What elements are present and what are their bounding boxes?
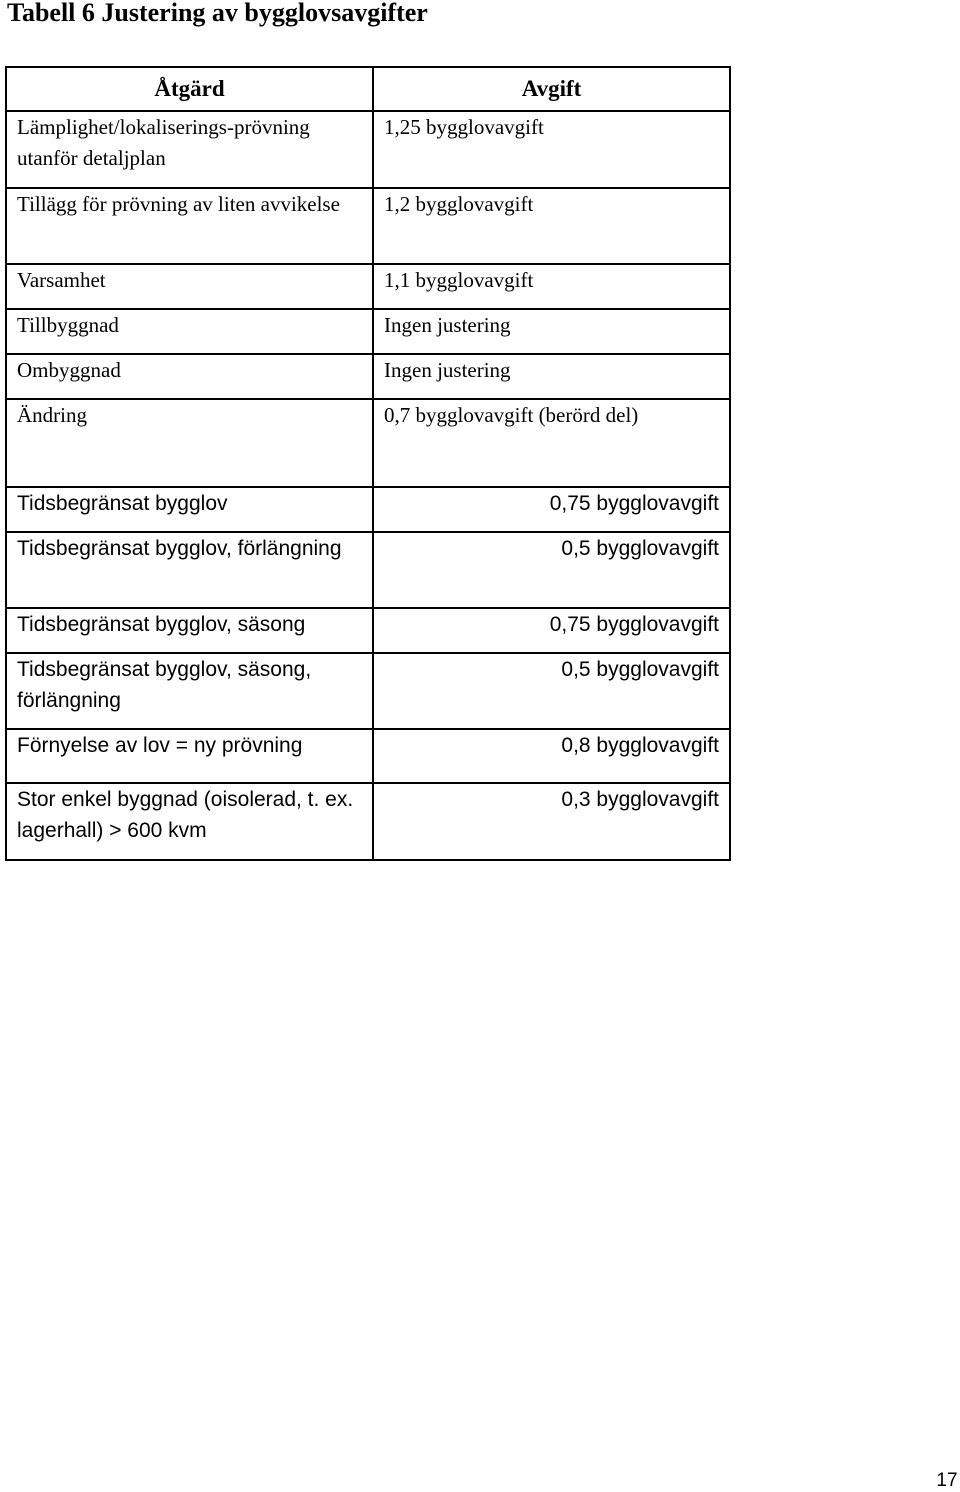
table-row	[6, 264, 730, 309]
action-cell: Ändring	[6, 399, 373, 487]
table-row	[6, 783, 730, 860]
action-cell: Tillbyggnad	[6, 309, 373, 354]
action-cell: Tillägg för prövning av liten avvikelse	[6, 188, 373, 264]
fee-adjustment-table	[5, 66, 731, 861]
fee-cell: 0,5 bygglovavgift	[373, 653, 730, 729]
action-cell: Varsamhet	[6, 264, 373, 309]
action-cell: Tidsbegränsat bygglov	[6, 487, 373, 532]
action-cell: Tidsbegränsat bygglov, säsong, förlängning	[6, 653, 373, 729]
fee-cell: 0,3 bygglovavgift	[373, 783, 730, 860]
table-row	[6, 309, 730, 354]
page-number: 17	[936, 1470, 958, 1491]
fee-cell: 0,5 bygglovavgift	[373, 532, 730, 608]
table-row	[6, 653, 730, 729]
table-row	[6, 399, 730, 487]
fee-cell: 0,7 bygglovavgift (berörd del)	[373, 399, 730, 487]
fee-cell: 0,75 bygglovavgift	[373, 608, 730, 653]
action-cell: Lämplighet/lokaliserings-prövning utanför detaljplan	[6, 111, 373, 188]
table-row	[6, 729, 730, 783]
action-cell: Förnyelse av lov = ny prövning	[6, 729, 373, 783]
fee-cell: 1,25 bygglovavgift	[373, 111, 730, 188]
table-row	[6, 188, 730, 264]
column-header-fee: Avgift	[373, 67, 730, 111]
table-row	[6, 111, 730, 188]
action-cell: Tidsbegränsat bygglov, säsong	[6, 608, 373, 653]
action-cell: Stor enkel byggnad (oisolerad, t. ex. lagerhall) > 600 kvm	[6, 783, 373, 860]
fee-cell: Ingen justering	[373, 354, 730, 399]
column-header-action: Åtgärd	[6, 67, 373, 111]
table-header-row	[6, 67, 730, 111]
fee-cell: Ingen justering	[373, 309, 730, 354]
fee-cell: 0,75 bygglovavgift	[373, 487, 730, 532]
fee-cell: 1,2 bygglovavgift	[373, 188, 730, 264]
table-title: Tabell 6 Justering av bygglovsavgifter	[7, 0, 428, 27]
fee-cell: 1,1 bygglovavgift	[373, 264, 730, 309]
action-cell: Ombyggnad	[6, 354, 373, 399]
table-row	[6, 532, 730, 608]
action-cell: Tidsbegränsat bygglov, förlängning	[6, 532, 373, 608]
fee-cell: 0,8 bygglovavgift	[373, 729, 730, 783]
table-row	[6, 487, 730, 532]
table-row	[6, 354, 730, 399]
table-row	[6, 608, 730, 653]
